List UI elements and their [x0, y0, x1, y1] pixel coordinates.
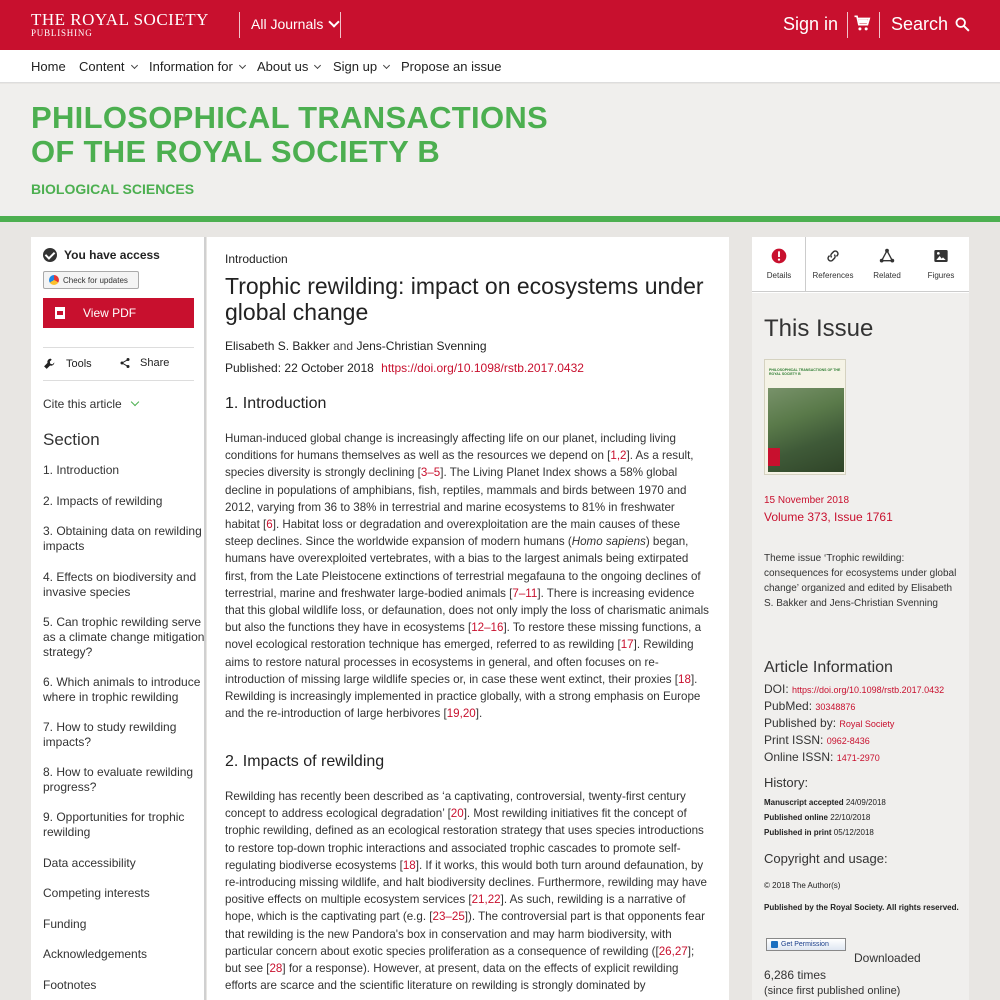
tab-references[interactable] — [806, 237, 860, 292]
doi-link[interactable]: https://doi.org/10.1098/rstb.2017.0432 — [381, 361, 584, 375]
publisher-link[interactable]: Royal Society — [839, 719, 895, 729]
divider — [43, 347, 194, 348]
section-heading-introduction: 1. Introduction — [225, 395, 327, 412]
intro-paragraph — [225, 430, 711, 722]
reference-link[interactable]: 3–5 — [420, 466, 441, 480]
text-span: ]. As a result, species diversity is strongly declining [ — [225, 449, 694, 480]
download-count: 6,286 times — [764, 968, 827, 982]
section-link[interactable]: 3. Obtaining data on rewilding impacts — [43, 524, 202, 553]
search-icon — [954, 16, 971, 33]
published-date: 22 October 2018 — [284, 361, 374, 375]
search-label: Search — [891, 14, 949, 34]
share-button[interactable] — [119, 357, 169, 369]
divider — [340, 12, 341, 38]
publisher-statement: Published by the Royal Society. All rights reserved. — [764, 903, 959, 912]
tab-figures[interactable] — [914, 237, 968, 292]
pubmed-row — [764, 699, 855, 713]
cite-label: Cite this article — [43, 397, 122, 411]
article-info-heading: Article Information — [764, 659, 893, 676]
text-span: ]. Most rewilding initiatives fit the concept of trophic rewilding, defined as an ecological restoration strategy that uses species introductions to restore top-down trophic interactions and associated trophic cascades to promote self-regulating biodiverse ecosystems [ — [225, 807, 704, 872]
crossmark-icon — [49, 275, 59, 285]
reference-link[interactable]: 7–11 — [512, 586, 538, 600]
online-issn-link[interactable]: 1471-2970 — [836, 753, 880, 763]
section-link[interactable]: 8. How to evaluate rewilding progress? — [43, 765, 194, 794]
issue-date: 15 November 2018 — [764, 495, 850, 506]
chevron-down-icon — [131, 61, 138, 68]
text-span: Rewilding has recently been described as ‘a captivating, controversial, twenty-first century concept to address ecological degradation’ [ — [225, 790, 686, 821]
reference-link[interactable]: 26,27 — [658, 944, 688, 958]
nav-label: Information for — [149, 59, 233, 74]
check-icon — [43, 248, 57, 262]
nav-content[interactable] — [79, 59, 137, 74]
reference-link[interactable]: 23–25 — [432, 910, 465, 924]
tools-button[interactable] — [43, 357, 92, 370]
royal-society-logo[interactable] — [31, 11, 209, 39]
section-link[interactable]: 1. Introduction — [43, 463, 120, 477]
right-sidebar — [752, 237, 969, 1000]
reference-link[interactable]: 1,2 — [610, 449, 627, 463]
view-pdf-label: View PDF — [83, 306, 137, 320]
search-button[interactable] — [891, 14, 971, 35]
logo-line2: PUBLISHING — [31, 28, 93, 38]
journal-title-line2: OF THE ROYAL SOCIETY B — [31, 134, 441, 169]
cover-title: PHILOSOPHICAL TRANSACTIONS OF THE ROYAL SOCIETY B — [769, 368, 841, 376]
reference-link[interactable]: 19,20 — [446, 707, 476, 721]
all-journals-dropdown[interactable] — [251, 16, 338, 32]
article-type: Introduction — [225, 252, 288, 266]
reference-link[interactable]: 17 — [620, 638, 634, 652]
tools-icon — [43, 357, 56, 370]
main-nav — [0, 50, 1000, 83]
reference-link[interactable]: 20 — [450, 807, 464, 821]
text-span: ]. — [475, 707, 483, 721]
section-heading: Section — [43, 430, 100, 449]
tab-label: Details — [766, 271, 792, 280]
section-link[interactable]: 9. Opportunities for trophic rewilding — [43, 810, 185, 839]
history-row — [764, 798, 886, 807]
downloaded-label: Downloaded — [854, 951, 921, 965]
info-icon — [771, 248, 787, 264]
left-sidebar — [31, 237, 206, 1000]
section-heading-impacts: 2. Impacts of rewilding — [225, 753, 385, 770]
reference-link[interactable]: 28 — [269, 962, 283, 976]
print-issn-link[interactable]: 0962-8436 — [826, 736, 870, 746]
access-label: You have access — [64, 248, 160, 262]
tab-label: References — [812, 271, 854, 280]
link-icon — [825, 248, 841, 264]
sign-in-link[interactable]: Sign in — [783, 14, 839, 34]
text-span: ]. Rewilding is increasingly implemented in practice globally, with a strong emphasis on Europe and the re-introduction of large herbivores [ — [225, 672, 701, 721]
nav-label: Home — [31, 59, 66, 74]
tab-label: Figures — [927, 271, 955, 280]
online-issn-row — [764, 750, 880, 764]
get-permission-button[interactable] — [766, 938, 846, 951]
divider — [43, 380, 194, 381]
nav-label: About us — [257, 59, 309, 74]
author-separator: and — [333, 339, 354, 353]
access-status — [43, 248, 160, 262]
issue-cover-image[interactable] — [764, 359, 846, 475]
reference-link[interactable]: 21,22 — [471, 893, 501, 907]
nav-label: Propose an issue — [401, 59, 502, 74]
article-title: Trophic rewilding: impact on ecosystems under global change — [225, 273, 704, 325]
chevron-down-icon — [239, 61, 246, 68]
section-link[interactable]: Competing interests — [43, 886, 150, 900]
history-heading: History: — [764, 775, 809, 790]
section-link[interactable]: 7. How to study rewilding impacts? — [43, 720, 177, 749]
sidebar-tabs — [752, 237, 969, 292]
copyright-text: © 2018 The Author(s) — [764, 881, 841, 890]
chevron-down-icon — [329, 16, 340, 27]
theme-description: Theme issue ‘Trophic rewilding: consequences for ecosystems under global change’ organized and edited by Elisabeth S. Bakker and Jens-Christian Svenning — [764, 553, 957, 609]
share-label: Share — [140, 357, 170, 369]
doi-label: DOI: — [764, 682, 789, 696]
nav-about-us[interactable] — [257, 59, 320, 74]
online-issn-label: Online ISSN: — [764, 750, 834, 764]
text-span: ]). The controversial part is that opponents fear that rewilding is the new Pandora's box in conservation and may harm biodiversity, with particular concern about exotic species proliferation as a consequence of rewilding ([ — [225, 910, 705, 958]
history-value: 22/10/2018 — [830, 813, 871, 822]
nav-sign-up[interactable] — [333, 59, 389, 74]
published-label: Published: — [225, 361, 282, 375]
related-icon — [879, 248, 895, 264]
divider — [879, 12, 880, 38]
tools-label: Tools — [66, 357, 92, 370]
text-span: ]. There is increasing evidence that this global wildlife loss, or defaunation, does not only imply the loss of charismatic animals but also the functions they have in ecosystems [ — [225, 586, 709, 635]
doi-value-link[interactable]: https://doi.org/10.1098/rstb.2017.0432 — [792, 685, 945, 695]
banner-accent-line — [0, 216, 1000, 222]
pubmed-label: PubMed: — [764, 699, 813, 713]
text-span: ]. Rewilding aims to restore natural processes in ecosystems in general, and often focuses on re-introduction of missing large wildlife species or, in case these went extinct, their proxies [ — [225, 638, 694, 686]
cover-logo-band — [768, 448, 780, 466]
history-label: Manuscript accepted — [764, 798, 844, 807]
history-label: Published online — [764, 813, 829, 822]
author-link[interactable]: Elisabeth S. Bakker — [225, 339, 330, 353]
issue-volume-link[interactable]: Volume 373, Issue 1761 — [764, 510, 893, 524]
doi-row — [764, 682, 944, 696]
journal-title[interactable] — [31, 101, 548, 169]
history-value: 05/12/2018 — [833, 828, 874, 837]
article-authors — [225, 339, 487, 353]
tab-related[interactable] — [860, 237, 914, 292]
print-issn-row — [764, 733, 870, 747]
this-issue-heading: This Issue — [764, 315, 874, 342]
section-link[interactable]: Footnotes — [43, 978, 97, 992]
all-journals-label: All Journals — [251, 16, 324, 32]
text-span: ]. To restore these missing functions, a novel ecological restoration technique has emerged, referred to as rewilding [ — [225, 621, 702, 652]
cart-icon[interactable] — [852, 13, 872, 33]
print-issn-label: Print ISSN: — [764, 733, 824, 747]
chevron-down-icon — [130, 398, 138, 406]
section-link[interactable]: Funding — [43, 917, 87, 931]
text-span: ]. Habitat loss or degradation and overexploitation are the main causes of these steep declines. Since the worldwide expansion of modern humans ( — [225, 518, 681, 549]
pubmed-value-link[interactable]: 30348876 — [815, 702, 856, 712]
journal-title-line1: PHILOSOPHICAL TRANSACTIONS — [31, 100, 549, 135]
section-link[interactable]: 2. Impacts of rewilding — [43, 494, 163, 508]
section-link[interactable]: Acknowledgements — [43, 947, 148, 961]
nav-propose-issue[interactable] — [401, 59, 501, 74]
issue-panel — [752, 293, 969, 1000]
copyright-heading: Copyright and usage: — [764, 851, 888, 866]
publisher-label: Published by: — [764, 716, 837, 730]
download-since: (since first published online) — [764, 985, 901, 997]
chevron-down-icon — [314, 61, 321, 68]
divider — [847, 12, 848, 38]
reference-link[interactable]: 18 — [678, 672, 691, 686]
reference-link[interactable]: 12–16 — [471, 621, 504, 635]
author-link[interactable]: Jens-Christian Svenning — [356, 339, 487, 353]
get-permission-label: Get Permission — [781, 941, 829, 948]
nav-information-for[interactable] — [149, 59, 245, 74]
tab-label: Related — [873, 271, 901, 280]
chevron-down-icon — [383, 61, 390, 68]
check-updates-label: Check for updates — [63, 275, 128, 285]
nav-home[interactable] — [31, 59, 66, 74]
history-label: Published in print — [764, 828, 832, 837]
published-line — [225, 361, 584, 375]
text-span: ]. As such, rewilding is a narrative of hope, which is the captivating part (e.g. [ — [225, 893, 686, 924]
section-link[interactable]: Data accessibility — [43, 856, 136, 870]
article-main — [207, 237, 729, 1000]
section-link[interactable]: 6. Which animals to introduce where in trophic rewilding — [43, 675, 201, 704]
section-link[interactable]: 4. Effects on biodiversity and invasive species — [43, 570, 197, 599]
text-span: Human-induced global change is increasingly affecting life on our planet, including living conditions for humans themselves as well as the resources we depend on [ — [225, 432, 676, 463]
top-bar — [0, 0, 1000, 50]
history-value: 24/09/2018 — [845, 798, 886, 807]
logo-line1: THE ROYAL SOCIETY — [31, 10, 209, 29]
impacts-paragraph — [225, 788, 711, 994]
reference-link[interactable]: 18 — [402, 858, 416, 872]
text-span: ]. If it works, this would both turn around defaunation, by re-introducing missing wildlife, and halt biodiversity declines. Furthermore, rewilding may have positive effects on multiple ecosystem services [ — [225, 858, 707, 907]
pdf-icon — [55, 307, 65, 319]
species-name: Homo sapiens — [571, 535, 646, 549]
image-icon — [933, 248, 949, 264]
text-span: ]; but see [ — [225, 944, 695, 976]
history-row — [764, 828, 874, 837]
reference-link[interactable]: 6 — [266, 518, 273, 532]
nav-label: Sign up — [333, 59, 378, 74]
cite-article-toggle[interactable] — [43, 397, 138, 411]
nav-label: Content — [79, 59, 125, 74]
section-link[interactable]: 5. Can trophic rewilding serve as a climate change mitigation strategy? — [43, 615, 205, 659]
check-updates-button[interactable] — [43, 271, 139, 289]
history-row — [764, 813, 870, 822]
journal-subtitle: BIOLOGICAL SCIENCES — [31, 181, 195, 197]
divider — [239, 12, 240, 38]
text-span: ] for a response). However, at present, data on the effects of explicit rewilding efforts are scarce and the scientific literature on rewilding is strongly dominated by — [225, 962, 679, 993]
tab-details[interactable] — [752, 237, 806, 292]
publisher-row — [764, 716, 894, 730]
text-span: ]. The Living Planet Index shows a 58% global decline in populations of amphibians, fish, reptiles, mammals and birds between 1970 and 2012, varying from 36 to 38% in terrestrial and marine ecosystems to 81% in freshwater habitat [ — [225, 466, 687, 532]
share-icon — [119, 357, 131, 369]
text-span: ) began, humans have overexploited vertebrates, with a bias to the largest animals being extirpated first, from the Late Pleistocene extinctions of terrestrial megafauna to the ongoing declines of terrestrial, marine and freshwater large-bodied animals [ — [225, 535, 701, 600]
journal-banner — [0, 84, 1000, 216]
permission-icon — [771, 941, 778, 948]
view-pdf-button[interactable] — [43, 298, 194, 328]
